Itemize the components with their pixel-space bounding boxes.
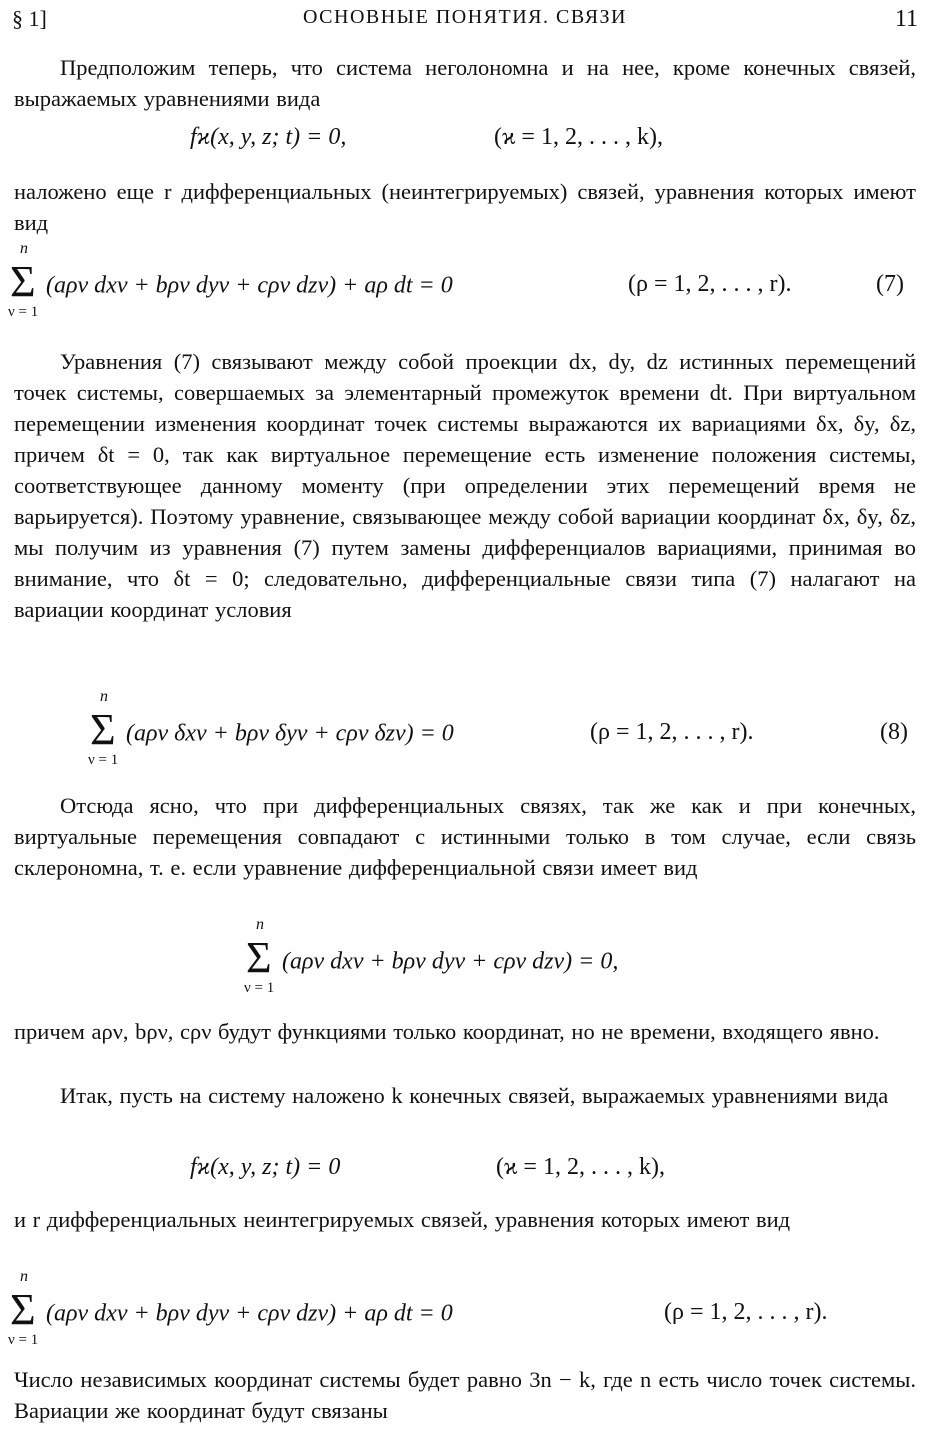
equation-body-wrap [88, 688, 454, 768]
sum-upper-limit: n [20, 240, 28, 257]
sigma-symbol: Σ [90, 705, 116, 754]
equation-body: fϰ(x, y, z; t) = 0, [190, 124, 347, 150]
equation-body: fϰ(x, y, z; t) = 0 [190, 1154, 341, 1180]
equation-scleronomic [0, 916, 932, 996]
equation-number: (7) [876, 271, 904, 297]
section-ref: § 1] [12, 6, 47, 31]
running-title: ОСНОВНЫЕ ПОНЯТИЯ. СВЯЗИ [302, 6, 627, 28]
sigma-symbol: Σ [10, 1285, 36, 1334]
equation-body: (aρν dxν + bρν dyν + cρν dzν) + aρ dt = 0 [46, 272, 453, 299]
page-number: 11 [894, 6, 918, 32]
equation-condition: (ϰ = 1, 2, . . . , k), [496, 1154, 665, 1180]
paragraph-2: наложено еще r дифференциальных (неинтегрируемых) связей, уравнения которых имеют вид [14, 179, 916, 235]
equation-body-wrap [244, 916, 619, 996]
summation-sign [88, 688, 124, 768]
equation-condition: (ρ = 1, 2, . . . , r). [628, 271, 792, 297]
equation-finite-constraints-2 [0, 1154, 932, 1190]
paragraph-1: Предположим теперь, что система неголономна и на нее, кроме конечных связей, выражаемых уравнениями вида [14, 55, 916, 111]
summation-sign [8, 240, 44, 320]
sum-lower-limit: ν = 1 [88, 752, 119, 768]
paragraph-5: причем aρν, bρν, cρν будут функциями только координат, но не времени, входящего явно. [14, 1019, 880, 1044]
paragraph-4: Отсюда ясно, что при дифференциальных связях, так же как и при конечных, виртуальные перемещения совпадают с истинными только в том случае, если связь склерономна, т. е. если уравнение дифференциальной связи имеет вид [14, 793, 916, 880]
summation-sign [244, 916, 280, 996]
sum-upper-limit: n [100, 688, 108, 705]
equation-body-wrap [8, 240, 453, 320]
paragraph-6: Итак, пусть на систему наложено k конечных связей, выражаемых уравнениями вида [60, 1083, 889, 1108]
equation-differential-constraints [0, 1268, 932, 1348]
equation-condition: (ρ = 1, 2, . . . , r). [590, 719, 754, 745]
equation-body: (aρν dxν + bρν dyν + cρν dzν) = 0, [282, 948, 619, 975]
equation-condition: (ρ = 1, 2, . . . , r). [664, 1299, 828, 1325]
equation-body: (aρν δxν + bρν δyν + cρν δzν) = 0 [126, 720, 454, 747]
equation-body-wrap [8, 1268, 453, 1348]
equation-8 [0, 688, 932, 768]
sum-upper-limit: n [20, 1268, 28, 1285]
paragraph-8: Число независимых координат системы будет равно 3n − k, где n есть число точек системы. Вариации же координат будут связаны [14, 1367, 916, 1423]
sum-lower-limit: ν = 1 [8, 304, 39, 320]
equation-number: (8) [880, 719, 908, 745]
sigma-symbol: Σ [246, 933, 272, 982]
sigma-symbol: Σ [10, 257, 36, 306]
paragraph-7: и r дифференциальных неинтегрируемых связей, уравнения которых имеют вид [14, 1207, 791, 1232]
equation-body: (aρν dxν + bρν dyν + cρν dzν) + aρ dt = 0 [46, 1300, 453, 1327]
paragraph-3: Уравнения (7) связывают между собой проекции dx, dy, dz истинных перемещений точек системы, совершаемых за элементарный промежуток времени dt. При виртуальном перемещении изменения координат точек системы выражаются их вариациями δx, δy, δz, причем δt = 0, так как виртуальное перемещение есть изменение положения системы, соответствующее данному моменту (при определении этих перемещений время не варьируется). Поэтому уравнение, связывающее между собой вариации координат δx, δy, δz, мы получим из уравнения (7) путем замены дифференциалов вариациями, принимая во внимание, что δt = 0; следовательно, дифференциальные связи типа (7) налагают на вариации координат условия [14, 349, 916, 622]
page-header [12, 6, 918, 36]
summation-sign [8, 1268, 44, 1348]
sum-upper-limit: n [256, 916, 264, 933]
equation-7 [0, 240, 932, 320]
equation-finite-constraints [0, 124, 932, 160]
sum-lower-limit: ν = 1 [8, 1332, 39, 1348]
equation-condition: (ϰ = 1, 2, . . . , k), [494, 124, 663, 150]
sum-lower-limit: ν = 1 [244, 980, 275, 996]
